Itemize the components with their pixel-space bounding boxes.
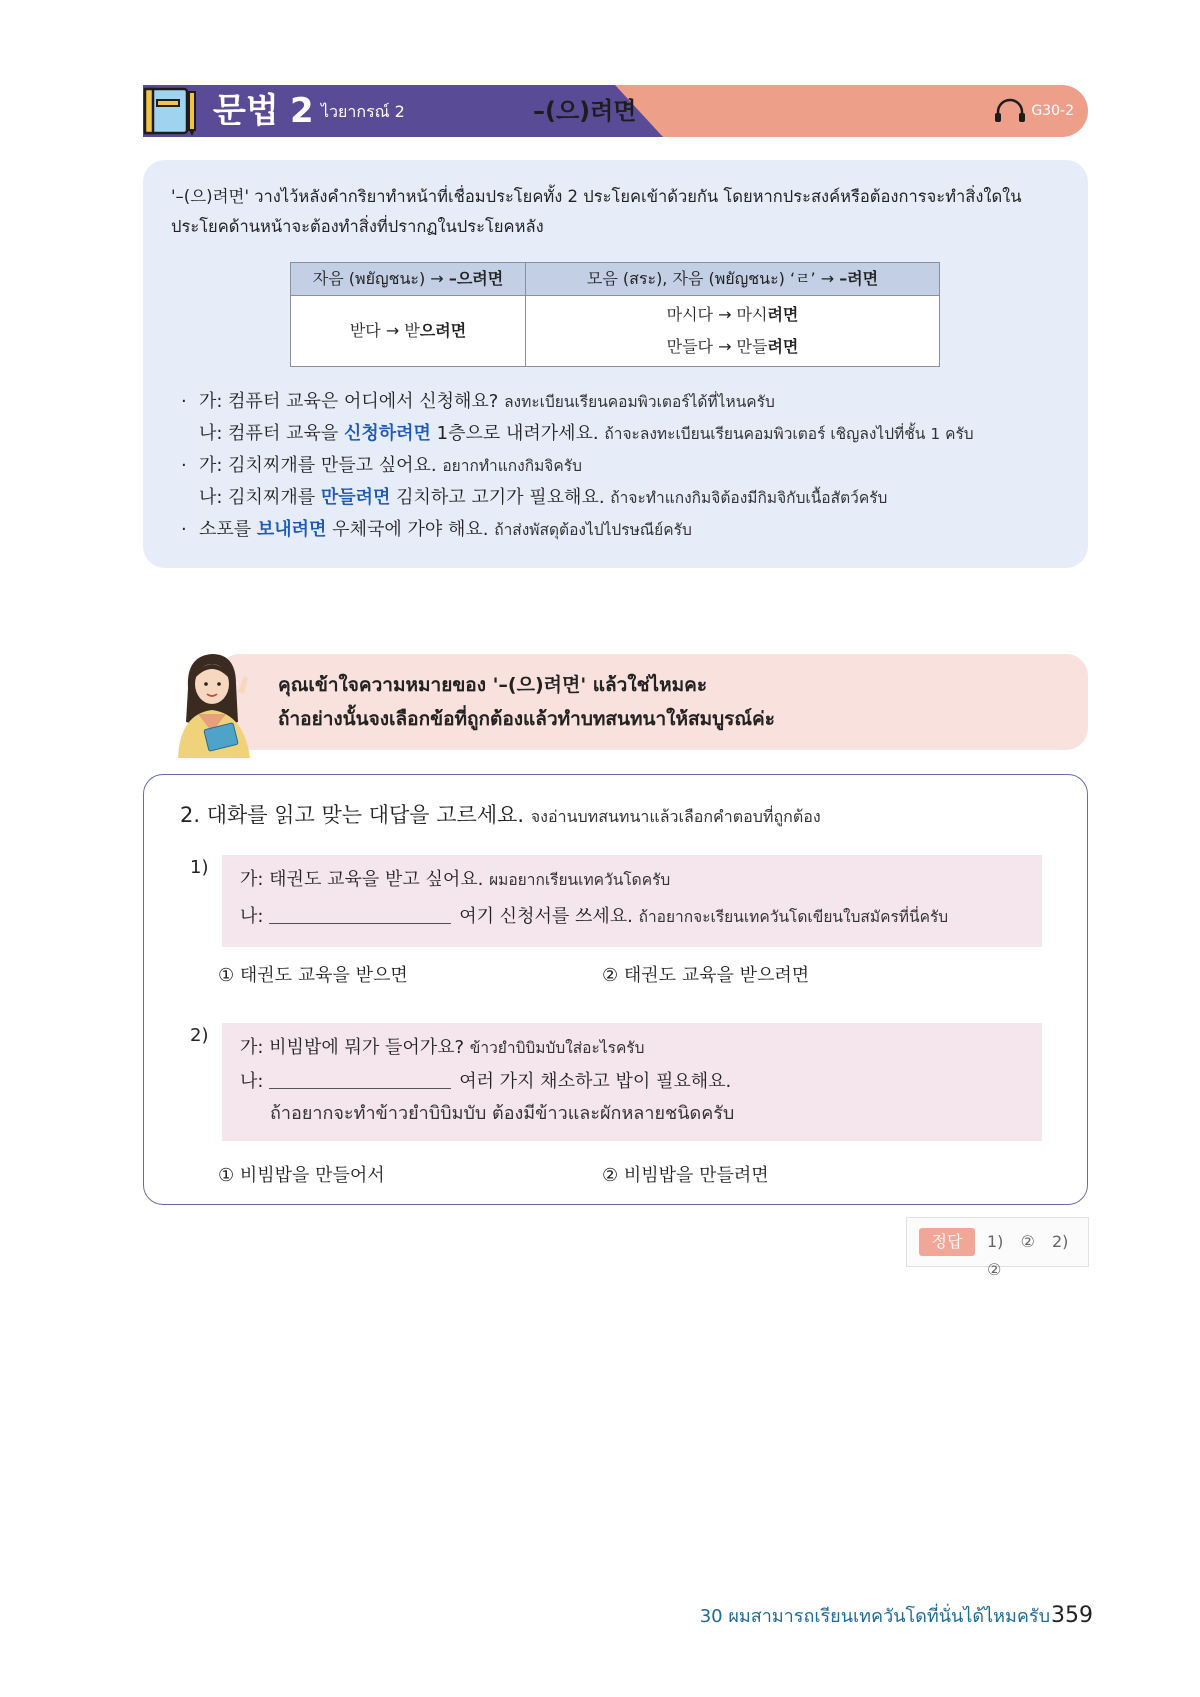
- table-row: [291, 296, 940, 367]
- table-cell-vowel: 마시다 → 마시려면 만들다 → 만들려면: [526, 296, 940, 367]
- header-title: 문법: [213, 91, 279, 131]
- exercise-box: [143, 774, 1088, 1205]
- dialogue-line-b: 나: 여러 가지 채소하고 밥이 필요해요.: [240, 1071, 732, 1092]
- option-2[interactable]: ② 비빔밥을 만들려면: [602, 1165, 769, 1186]
- teacher-illustration: [170, 648, 270, 758]
- example-list: [181, 386, 1061, 546]
- table-header-consonant: 자음 (พยัญชนะ) → –으려면: [291, 263, 526, 296]
- page-number: 359: [1051, 1603, 1093, 1628]
- example-line: · 가: 김치찌개를 만들고 싶어요. อยากทำแกงกิมจิครับ: [181, 455, 582, 476]
- option-1[interactable]: ① 비빔밥을 만들어서: [218, 1165, 385, 1186]
- grammar-header: [143, 85, 1088, 137]
- dialogue-line-a: 가: 태권도 교육을 받고 싶어요. ผมอยากเรียนเทควันโดครับ: [240, 869, 671, 890]
- answer-label: 정답: [919, 1228, 975, 1256]
- prompt-text: [278, 668, 775, 736]
- example-line: 나: 김치찌개를 만들려면 김치하고 고기가 필요해요. ถ้าจะทำแกงกิมจิต้องมีกิมจิกับเนื้อสัตว์ครับ: [199, 487, 888, 508]
- prompt-line-1: คุณเข้าใจความหมายของ '–(으)려면' แล้วใช่ไหมคะ: [278, 674, 708, 696]
- audio-track[interactable]: [993, 97, 1074, 125]
- conjugation-table: [290, 262, 940, 367]
- dialogue-line-a: 가: 비빔밥에 뭐가 들어가요? ข้าวยำบิบิมบับใส่อะไรครับ: [240, 1037, 645, 1058]
- grammar-explanation-box: [143, 160, 1088, 568]
- answer-blank[interactable]: [269, 1069, 451, 1089]
- grammar-pattern: –(으)려면: [533, 97, 637, 125]
- option-2[interactable]: ② 태권도 교육을 받으려면: [602, 965, 810, 986]
- footer-chapter-title: 30 ผมสามารถเรียนเทควันโดที่นั่นได้ไหมครับ: [699, 1606, 1050, 1627]
- header-thai-label: ไวยากรณ์ 2: [321, 102, 405, 121]
- answer-blank[interactable]: [269, 904, 451, 924]
- table-header-row: [291, 263, 940, 296]
- option-1[interactable]: ① 태권도 교육을 받으면: [218, 965, 408, 986]
- grammar-description: '–(으)려면' วางไว้หลังคำกริยาทำหน้าที่เชื่อมประโยคทั้ง 2 ประโยคเข้าด้วยกัน โดยหากประสงค์หรือต้องการจะทำสิ่งใดในประโยคด้านหน้าจะต้องทำสิ่งที่ปรากฏในประโยคหลัง: [171, 187, 1022, 236]
- exercise-title: 2. 대화를 읽고 맞는 대답을 고르세요. จงอ่านบทสนทนาแล้วเลือกคำตอบที่ถูกต้อง: [180, 803, 821, 827]
- example-line: · 소포를 보내려면 우체국에 가야 해요. ถ้าส่งพัสดุต้องไปไปรษณีย์ครับ: [181, 519, 692, 540]
- table-header-vowel: 모음 (สระ), 자음 (พยัญชนะ) ‘ㄹ’ → –려면: [526, 263, 940, 296]
- example-line: · 가: 컴퓨터 교육은 어디에서 신청해요? ลงทะเบียนเรียนคอมพิวเตอร์ได้ที่ไหนครับ: [181, 391, 775, 412]
- question-number: 1): [190, 857, 209, 878]
- headphone-icon[interactable]: [993, 98, 1027, 124]
- table-cell-consonant: 받다 → 받으려면: [291, 296, 526, 367]
- book-icon: [143, 86, 199, 136]
- dialogue-box: [222, 855, 1042, 947]
- prompt-line-2: ถ้าอย่างนั้นจงเลือกข้อที่ถูกต้องแล้วทำบทสนทนาให้สมบูรณ์ค่ะ: [278, 708, 775, 730]
- audio-code: G30-2: [1031, 103, 1074, 119]
- dialogue-box: [222, 1023, 1042, 1141]
- header-number: 2: [290, 91, 314, 131]
- answer-key: [906, 1217, 1089, 1279]
- dialogue-line-b: 나: 여기 신청서를 쓰세요. ถ้าอยากจะเรียนเทควันโดเขียนใบสมัครที่นี่ครับ: [240, 906, 949, 927]
- dialogue-translation: ถ้าอยากจะทำข้าวยำบิบิมบับ ต้องมีข้าวและผักหลายชนิดครับ: [270, 1103, 735, 1124]
- question-number: 2): [190, 1025, 209, 1046]
- example-line: 나: 컴퓨터 교육을 신청하려면 1층으로 내려가세요. ถ้าจะลงทะเบียนเรียนคอมพิวเตอร์ เชิญลงไปที่ชั้น 1 ครับ: [199, 423, 974, 444]
- answer-values: 1) ② 2) ②: [987, 1232, 1069, 1279]
